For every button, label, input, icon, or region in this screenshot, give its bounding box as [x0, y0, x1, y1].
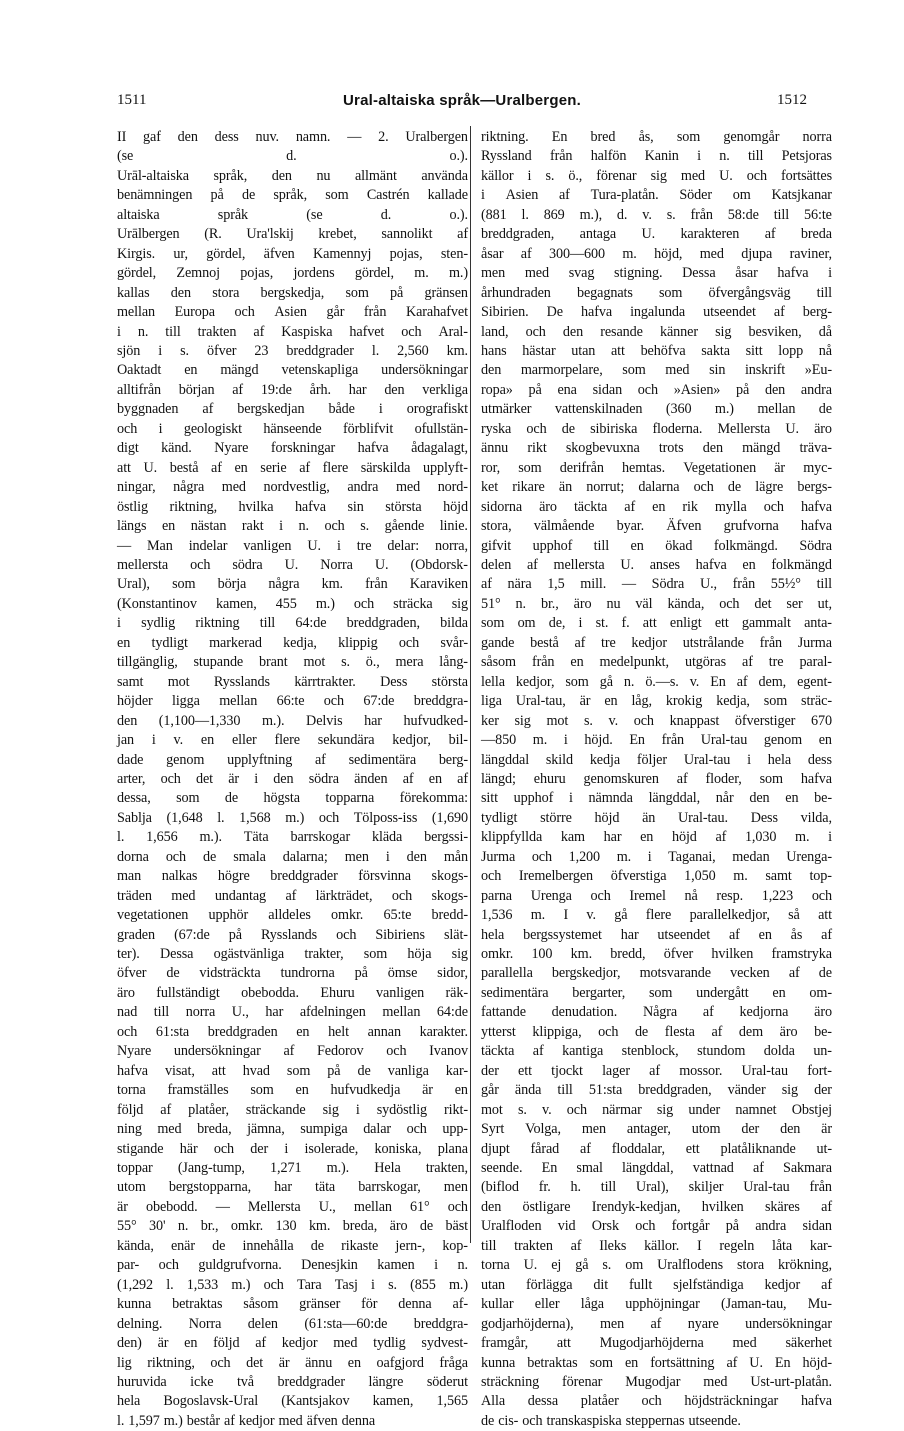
text-line: mot s. v. och närmar sig under namnet Obstjej [481, 1101, 832, 1118]
text-line: tillgänglig, stupande brant mot s. ö., mera lång- [117, 654, 468, 671]
text-line: i Asien af Tura-platån. Söder om Katsjkanar [481, 187, 832, 204]
text-line: utom bergstopparna, har täta barrskogar, men [117, 1179, 468, 1196]
text-line: kunna betraktas såsom gränser för denna af- [117, 1296, 468, 1313]
text-line: fattande denudation. Några af kedjorna äro [481, 1004, 832, 1021]
text-line: att U. bestå af en serie af flere särskilda upplyft- [117, 459, 468, 476]
text-line: såsom från en medelpunkt, utgöras af tre paral- [481, 654, 832, 671]
text-line: II gaf den dess nuv. namn. — 2. Uralbergen [117, 129, 468, 145]
text-line: ror, som derifrån hemtas. Vegetationen är myc- [481, 459, 832, 476]
text-line: kullar eller låga upphöjningar (Jaman-tau, Mu- [481, 1296, 832, 1313]
text-line: de cis- och transkaspiska steppernas utseende. [481, 1412, 741, 1429]
text-line: till trakten af Ileks källor. I regeln låta kar- [481, 1237, 832, 1254]
text-line: källor i s. ö., förenar sig med U. och fortsättes [481, 167, 832, 184]
text-line: — Man indelar vanligen U. i tre delar: norra, [117, 537, 468, 554]
text-line: Ural), som börja några km. från Karaviken [117, 576, 468, 593]
text-line: Sibirien. De hafva ingalunda utseendet af berg- [481, 304, 832, 321]
text-line: sjön i s. öfver 23 breddgrader l. 2,560 km. [117, 342, 468, 359]
page-title: Ural-altaiska språk—Uralbergen. [343, 92, 581, 109]
text-line: århundraden begagnats som öfvergångsväg till [481, 284, 832, 301]
text-line: Syrt Volga, men antager, utom der den är [481, 1121, 832, 1138]
text-line: träden med undantag af lärkträdet, och skogs- [117, 887, 468, 904]
text-line: stora, välmående byar. Äfven grufvorna hafva [481, 518, 832, 535]
text-line: land, och den resande känner sig besviken, då [481, 323, 832, 340]
text-line: hafva visat, att hvad som på de vanliga kar- [117, 1062, 468, 1079]
text-line: sitt upphof i nämnda längddal, når den en be- [481, 790, 832, 807]
text-line: Ryssland från halfön Kanin i n. till Petsjoras [481, 148, 832, 165]
text-line: alltifrån början af 19:de årh. har den verkliga [117, 381, 468, 398]
text-line: ningar, några med nordvestlig, andra med nord- [117, 479, 468, 496]
text-line: gande bestå af tre kedjor utstrålande från Jurma [481, 634, 832, 651]
text-line: 1,536 m. I v. gå flere parallelkedjor, så att [481, 907, 832, 924]
column-divider [470, 126, 471, 1243]
text-line: benämningen på de språk, som Castrén kallade [117, 187, 468, 204]
text-line: liga Ural-tau, är en låg, krokig kedja, som sträc- [481, 693, 832, 710]
text-line: (1,292 l. 1,533 m.) och Tara Tasj i s. (855 m.) [117, 1276, 468, 1293]
text-line: ter). Dessa ogästvänliga trakter, som höja sig [117, 946, 468, 963]
text-line: Nyare undersökningar af Fedorov och Ivanov [117, 1043, 468, 1060]
text-line: 55° 30' n. br., omkr. 130 km. breda, äro de bäst [117, 1218, 468, 1235]
text-line: höjder ligga mellan 66:te och 67:de breddgra- [117, 693, 468, 710]
text-line: vegetationen upphör alldeles omkr. 65:te bredd- [117, 907, 468, 924]
text-line: nad till norra U., har afdelningen mellan 64:de [117, 1004, 468, 1021]
text-line: Kirgis. ur, gördel, äfven Kamennyj pojas, sten- [117, 245, 468, 262]
text-line: den) är en följd af kedjor med tydlig sydvest- [117, 1335, 468, 1352]
text-line: den östligare Irendyk-kedjan, hvilken skäres af [481, 1198, 832, 1215]
text-line: äro fullständigt obebodda. Ehuru vanligen räk- [117, 984, 468, 1001]
text-line: (biflod fr. h. till Ural), skiljer Ural-tau från [481, 1179, 832, 1196]
text-line: längs en nästan rakt i n. och s. gående linie. [117, 518, 468, 535]
text-line: Sablja (1,648 l. 1,568 m.) och Tölposs-iss (1,690 [117, 809, 468, 826]
text-line: (881 l. 869 m.), d. v. s. från 58:de till 56:te [481, 206, 832, 223]
text-line: ropa» på ena sidan och »Asien» på den andra [481, 381, 832, 398]
text-line: godjarhöjderna), men af nyare undersökningar [481, 1315, 832, 1332]
text-line: klippfyllda kam har en höjd af 1,030 m. i [481, 829, 832, 846]
right-text-column [481, 128, 832, 1431]
text-line: (Konstantinov kamen, 455 m.) och sträcka sig [117, 595, 468, 612]
text-line: utan förlägga dit fullt sjelfständiga kedjor af [481, 1276, 832, 1293]
text-line: den marmorpelare, som med sin inskrift »Eu- [481, 362, 832, 379]
text-line: Uralfloden vid Orsk och fortgår på andra sidan [481, 1218, 832, 1235]
text-line: djupt fårad af floddalar, ett platåliknande ut- [481, 1140, 832, 1157]
text-line: Oaktadt en mängd vetenskapliga undersökningar [117, 362, 468, 379]
text-line: lig riktning, och det är ännu en oafgjord fråga [117, 1354, 468, 1371]
text-line: graden (67:de på Rysslands och Sibiriens slät- [117, 926, 468, 943]
text-line: arter, och det är i den södra änden af en af [117, 770, 468, 787]
text-line: ning med breda, jämna, sumpiga dalar och upp- [117, 1121, 468, 1138]
text-line: och 61:sta breddgraden en helt annan karakter. [117, 1023, 468, 1040]
text-line: framgår, att Mugodjarhöjderna med säkerhet [481, 1335, 832, 1352]
page-number-left: 1511 [117, 92, 147, 108]
page-number-right: 1512 [777, 92, 807, 108]
text-line: tydligt större höjd än Ural-tau. Dess vilda, [481, 809, 832, 826]
text-line: kunna betraktas som en fortsättning af U. En höjd- [481, 1354, 832, 1371]
text-line: den (1,100—1,330 m.). Delvis har hufvudked- [117, 712, 468, 729]
text-line: huruvida icke två breddgrader längre söderut [117, 1374, 468, 1390]
text-line: dade genom upplyftning af sedimentära berg- [117, 751, 468, 768]
running-header [117, 92, 807, 114]
text-line: i sydlig riktning till 64:de breddgraden, bilda [117, 615, 468, 632]
text-line: af nära 1,5 mill. — Södra U., från 55½° till [481, 576, 832, 593]
text-line: sedimentära bergarter, som undergått en om- [481, 984, 832, 1001]
text-line: går ända till 51:sta breddgraden, vänder sig der [481, 1082, 832, 1099]
text-line: seende. En smal längddal, vattnad af Sakmara [481, 1160, 832, 1177]
text-line: östlig riktning, hvilka hafva sin största höjd [117, 498, 468, 515]
text-line: följd af platåer, sträckande sig i sydöstlig rikt- [117, 1101, 468, 1118]
text-line: altaiska språk (se d. o.). [117, 206, 468, 223]
text-line: toppar (Jang-tump, 1,271 m.). Hela trakten, [117, 1160, 468, 1177]
text-line: omkr. 100 km. bredd, öfver hvilken framstryka [481, 946, 832, 963]
text-line: gifvit upphof till en ökad folkmängd. Södra [481, 537, 832, 554]
text-line: öfver de vidsträckta tundrorna på ömse sidor, [117, 965, 468, 982]
text-line: sidorna äro täckta af en rik mylla och hafva [481, 498, 832, 515]
text-line: utmärker vattenskilnaden (360 m.) mellan de [481, 401, 832, 418]
text-line: stigande här och der i isolerade, koniska, plana [117, 1140, 468, 1157]
text-line: byggnaden af bergskedjan både i orografiskt [117, 401, 468, 418]
text-line: l. 1,656 m.). Täta barrskogar kläda bergssi- [117, 829, 468, 846]
text-line: längd; ehuru genomskuren af floder, som hafva [481, 770, 832, 787]
text-line: lella kedjor, som gå n. ö.—s. v. En af dem, egent- [481, 673, 832, 690]
text-line: dessa, som de högsta topparna förekomma: [117, 790, 468, 807]
text-line: —850 m. i höjd. En från Ural-tau genom en [481, 732, 832, 749]
text-line: Alla dessa platåer och höjdsträckningar hafva [481, 1393, 832, 1410]
text-line: digt känd. Nyare forskningar hafva ådagalagt, [117, 440, 468, 457]
text-line: mellersta och södra U. Norra U. (Obdorsk- [117, 556, 468, 573]
text-line: ytterst klippiga, och de flesta af dem äro be- [481, 1023, 832, 1040]
text-line: parna Urenga och Iremel nå resp. 1,223 och [481, 887, 832, 904]
left-text-column [117, 128, 468, 1431]
text-line: 51° n. br., äro nu väl kända, och det ser ut, [481, 595, 832, 612]
text-line: par- och guldgrufvorna. Denesjkin kamen i n. [117, 1257, 468, 1274]
text-line: samt mot Rysslands kärrtrakter. Dess största [117, 673, 468, 690]
text-line: Urālbergen (R. Ura'lskij krebet, sannolikt af [117, 226, 468, 243]
text-line: men med svag stigning. Dessa åsar hafva i [481, 265, 832, 282]
text-line: Urāl-altaiska språk, den nu allmänt använda [117, 167, 468, 184]
text-line: man nalkas högre breddgrader försvinna skogs- [117, 868, 468, 885]
text-line: är obebodd. — Mellersta U., mellan 61° och [117, 1198, 468, 1215]
text-line: torna framställes som en hufvudkedja är en [117, 1082, 468, 1099]
text-line: mellan Europa och Asien går från Karahafvet [117, 304, 468, 321]
text-line: längddal skild kedja följer Ural-tau i hela dess [481, 751, 832, 768]
text-line: hela Bogoslavsk-Ural (Kantsjakov kamen, 1,565 [117, 1393, 468, 1410]
text-line: riktning. En bred ås, som genomgår norra [481, 129, 832, 145]
text-line: ker sig mot s. v. och knappast öfverstiger 670 [481, 712, 832, 729]
text-line: och i geologiskt hänseende förblifvit ofullstän- [117, 420, 468, 437]
text-line: jan i v. en eller flere sekundära kedjor, bil- [117, 732, 468, 749]
text-line: kallas den stora bergskedja, som på gränsen [117, 284, 468, 301]
text-line: Jurma och 1,200 m. i Taganai, medan Urenga- [481, 848, 832, 865]
text-line: delning. Norra delen (61:sta—60:de breddgra- [117, 1315, 468, 1332]
text-line: sträckning förenar Mugodjar med Ust-urt-platån. [481, 1374, 832, 1390]
text-line: ännu rikt skogbevuxna trots den mängd träva- [481, 440, 832, 457]
text-line: åsar af 300—600 m. höjd, med djupa raviner, [481, 245, 832, 262]
text-line: dorna och de smala dalarna; men i den mån [117, 848, 468, 865]
text-line: torna U. ej gå s. om Uralflodens stora krökning, [481, 1257, 832, 1274]
text-line: kända, enär de innehålla de rikaste jern-, kop- [117, 1237, 468, 1254]
text-line: hela bergssystemet har utseendet af en ås af [481, 926, 832, 943]
text-line: i n. till trakten af Kaspiska hafvet och Aral- [117, 323, 468, 340]
text-line: hans hästar utan att behöfva sakta sitt lopp nå [481, 342, 832, 359]
text-line: ryska och de sibiriska floderna. Mellersta U. äro [481, 420, 832, 437]
text-line: parallella bergskedjor, motsvarande vecken af de [481, 965, 832, 982]
text-line: täckta af kantiga stenblock, stundom dolda un- [481, 1043, 832, 1060]
text-line: en tydligt markerad kedja, klippig och svår- [117, 634, 468, 651]
text-line: l. 1,597 m.) består af kedjor med äfven denna [117, 1412, 376, 1429]
text-line: ket rikare än norrut; dalarna och de lägre bergs- [481, 479, 832, 496]
text-line: som om de, i st. f. att enligt ett gammalt anta- [481, 615, 832, 632]
text-line: breddgraden, antaga U. karakteren af breda [481, 226, 832, 243]
text-line: der ett tjockt lager af mossor. Ural-tau fort- [481, 1062, 832, 1079]
text-line: delen af mellersta U. anses hafva en folkmängd [481, 556, 832, 573]
text-line: och Iremelbergen öfverstiga 1,050 m. samt top- [481, 868, 832, 885]
text-line: (se d. o.). [117, 148, 468, 165]
text-line: gördel, Zemnoj pojas, jordens gördel, m. m.) [117, 265, 468, 282]
